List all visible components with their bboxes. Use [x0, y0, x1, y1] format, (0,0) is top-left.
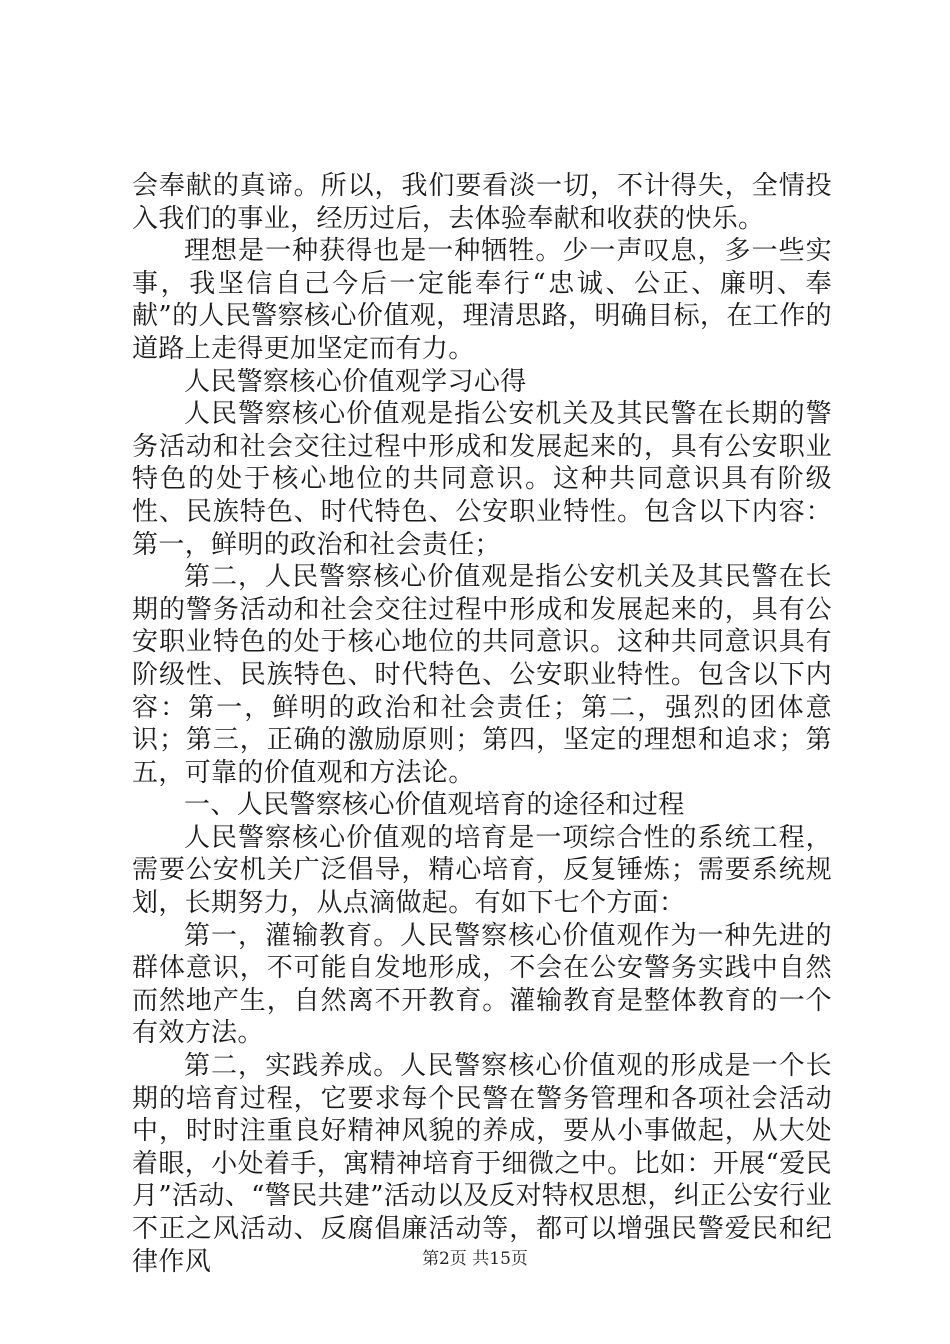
- section-heading: 一、人民警察核心价值观培育的途径和过程: [184, 790, 685, 821]
- paragraph: 理想是一种获得也是一种牺牲。少一声叹息，多一些实事，我坚信自己今后一定能奉行“忠诚、公正、廉明、奉献”的人民警察核心价值观，理清思路，明确目标，在工作的道路上走得更加坚定而有力。: [132, 236, 832, 364]
- page-footer: 第2页 共15页: [422, 1249, 528, 1269]
- paragraph: 会奉献的真谛。所以，我们要看淡一切，不计得失，全情投入我们的事业，经历过后，去体验奉献和收获的快乐。: [132, 171, 832, 234]
- paragraph: 人民警察核心价值观是指公安机关及其民警在长期的警务活动和社会交往过程中形成和发展起来的，具有公安职业特色的处于核心地位的共同意识。这种共同意识具有阶级性、民族特色、时代特色、公安职业特性。包含以下内容：第一，鲜明的政治和社会责任；: [132, 399, 832, 560]
- paragraph: 第一，灌输教育。人民警察核心价值观作为一种先进的群体意识，不可能自发地形成，不会在公安警务实践中自然而然地产生，自然离不开教育。灌输教育是整体教育的一个有效方法。: [132, 920, 832, 1049]
- paragraph: 第二，人民警察核心价值观是指公安机关及其民警在长期的警务活动和社会交往过程中形成和发展起来的，具有公安职业特色的处于核心地位的共同意识。这种共同意识具有阶级性、民族特色、时代特色、公安职业特性。包含以下内容：第一，鲜明的政治和社会责任；第二，强烈的团体意识；第三，正确的激励原则；第四，坚定的理想和追求；第五，可靠的价值观和方法论。: [132, 562, 832, 788]
- document-body: [132, 170, 832, 1278]
- section-title: 人民警察核心价值观学习心得: [184, 366, 527, 397]
- paragraph: 第二，实践养成。人民警察核心价值观的形成是一个长期的培育过程，它要求每个民警在警务管理和各项社会活动中，时时注重良好精神风貌的养成，要从小事做起，从大处着眼，小处着手，寓精神培育于细微之中。比如：开展“爱民月”活动、“警民共建”活动以及反对特权思想，纠正公安行业不正之风活动、反腐倡廉活动等，都可以增强民警爱民和纪律作风: [132, 1051, 832, 1277]
- paragraph: 人民警察核心价值观的培育是一项综合性的系统工程，需要公安机关广泛倡导，精心培育，反复锤炼；需要系统规划，长期努力，从点滴做起。有如下七个方面：: [132, 822, 832, 919]
